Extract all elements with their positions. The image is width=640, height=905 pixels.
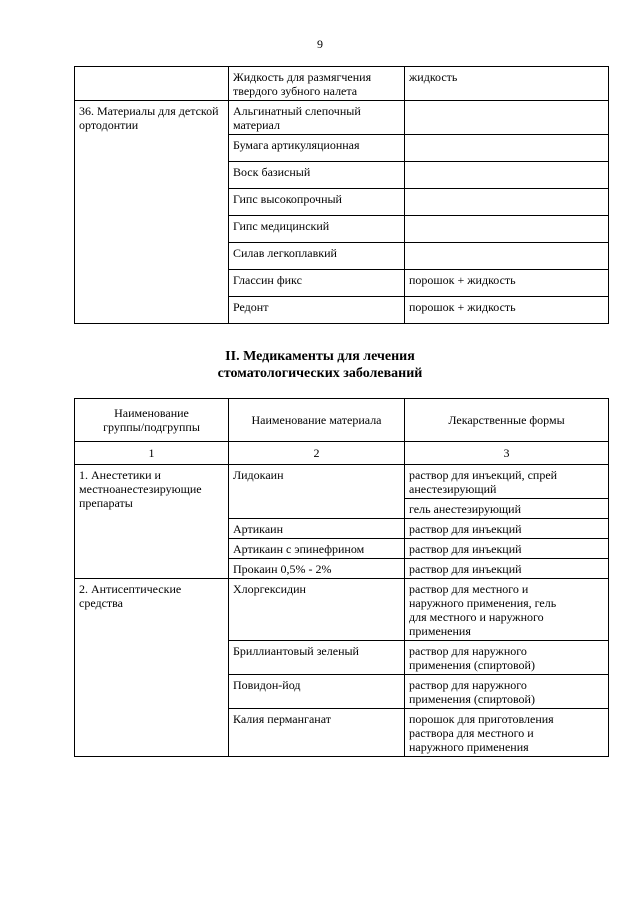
form-cell: порошок + жидкость bbox=[405, 297, 609, 324]
form-cell bbox=[405, 243, 609, 270]
column-header: Лекарственные формы bbox=[405, 399, 609, 442]
form-cell bbox=[405, 135, 609, 162]
form-cell: раствор для инъекций bbox=[405, 519, 609, 539]
material-cell: Гипс медицинский bbox=[229, 216, 405, 243]
group-cell: 2. Антисептические средства bbox=[75, 579, 229, 757]
form-cell: раствор для наружного применения (спиртовой) bbox=[405, 675, 609, 709]
form-cell bbox=[405, 216, 609, 243]
column-number: 1 bbox=[75, 442, 229, 465]
column-number: 2 bbox=[229, 442, 405, 465]
section-heading-line: стоматологических заболеваний bbox=[217, 366, 423, 381]
form-cell: порошок для приготовления раствора для местного и наружного применения bbox=[405, 709, 609, 757]
form-cell: раствор для инъекций bbox=[405, 559, 609, 579]
form-cell: гель анестезирующий bbox=[405, 499, 609, 519]
table-row bbox=[75, 67, 609, 101]
material-cell: Гипс высокопрочный bbox=[229, 189, 405, 216]
material-cell: Бриллиантовый зеленый bbox=[229, 641, 405, 675]
form-cell bbox=[405, 189, 609, 216]
material-cell: Прокаин 0,5% - 2% bbox=[229, 559, 405, 579]
material-cell: Жидкость для размягчения твердого зубного налета bbox=[229, 67, 405, 101]
form-cell: раствор для местного и наружного применения, гель для местного и наружного применения bbox=[405, 579, 609, 641]
material-cell: Хлоргексидин bbox=[229, 579, 405, 641]
section-heading-line: II. Медикаменты для лечения bbox=[225, 349, 415, 364]
form-cell: жидкость bbox=[405, 67, 609, 101]
table-row bbox=[75, 465, 609, 499]
table-row bbox=[75, 579, 609, 641]
material-cell: Лидокаин bbox=[229, 465, 405, 519]
material-cell: Калия перманганат bbox=[229, 709, 405, 757]
group-cell bbox=[75, 67, 229, 101]
medicaments-table bbox=[74, 398, 609, 757]
material-cell: Силав легкоплавкий bbox=[229, 243, 405, 270]
material-cell: Воск базисный bbox=[229, 162, 405, 189]
form-cell bbox=[405, 101, 609, 135]
section-heading bbox=[0, 348, 640, 382]
material-cell: Артикаин bbox=[229, 519, 405, 539]
header-row bbox=[75, 399, 609, 442]
form-cell: порошок + жидкость bbox=[405, 270, 609, 297]
page-number: 9 bbox=[317, 37, 323, 51]
material-cell: Бумага артикуляционная bbox=[229, 135, 405, 162]
column-number-row bbox=[75, 442, 609, 465]
form-cell: раствор для инъекций bbox=[405, 539, 609, 559]
material-cell: Альгинатный слепочный материал bbox=[229, 101, 405, 135]
material-cell: Артикаин с эпинефрином bbox=[229, 539, 405, 559]
materials-table-continued bbox=[74, 66, 609, 324]
form-cell: раствор для инъекций, спрей анестезирующий bbox=[405, 465, 609, 499]
material-cell: Повидон-йод bbox=[229, 675, 405, 709]
group-cell: 36. Материалы для детской ортодонтии bbox=[75, 101, 229, 324]
material-cell: Редонт bbox=[229, 297, 405, 324]
group-cell: 1. Анестетики и местноанестезирующие препараты bbox=[75, 465, 229, 579]
material-cell: Глассин фикс bbox=[229, 270, 405, 297]
column-header: Наименование группы/подгруппы bbox=[75, 399, 229, 442]
column-number: 3 bbox=[405, 442, 609, 465]
column-header: Наименование материала bbox=[229, 399, 405, 442]
form-cell: раствор для наружного применения (спиртовой) bbox=[405, 641, 609, 675]
table-row bbox=[75, 101, 609, 135]
form-cell bbox=[405, 162, 609, 189]
